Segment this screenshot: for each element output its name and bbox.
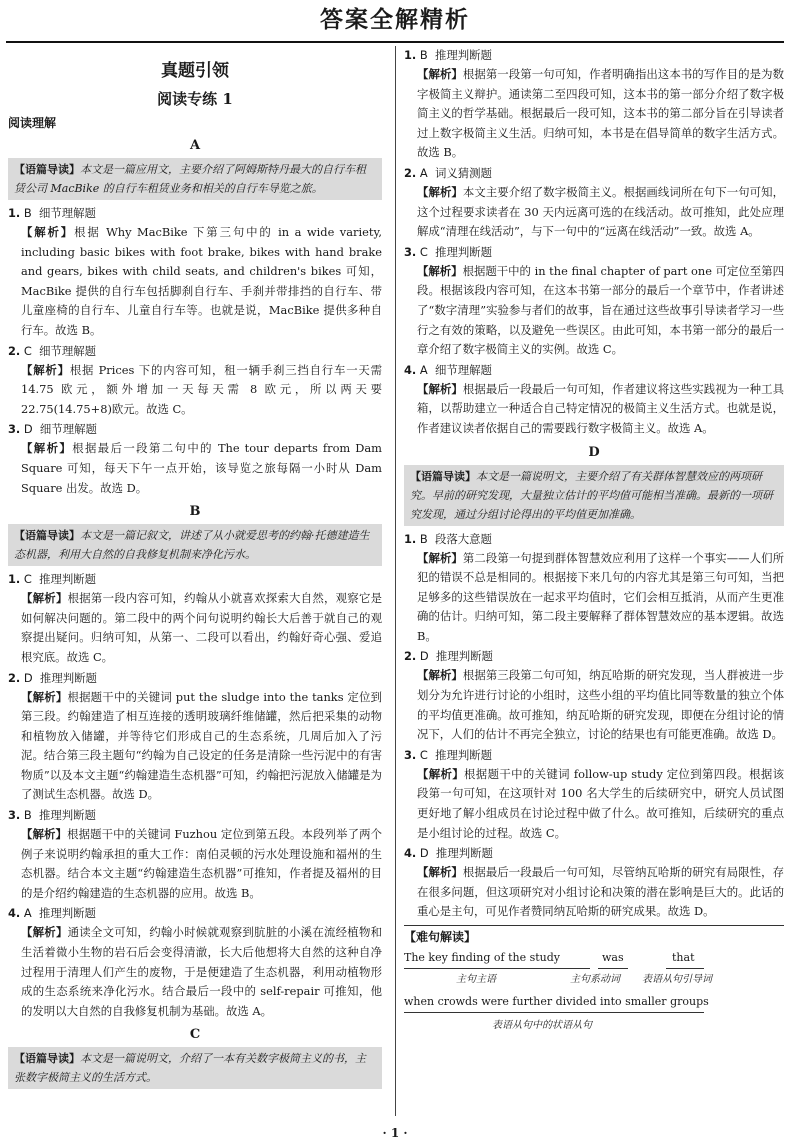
intro-text: 本文是一篇记叙文，讲述了从小就爱思考的约翰·托德建造生态机器，利用大自然的自我修复机制来净化污水。	[14, 529, 370, 562]
intro-text: 本文是一篇应用文，主要介绍了阿姆斯特丹最大的自行车租赁公司 MacBike 的自行车租赁业务和相关的自行车导览之旅。	[14, 163, 366, 195]
question-type: 推理判断题	[434, 48, 492, 62]
analysis-tag: 【解析】	[21, 362, 70, 377]
question-item	[404, 746, 784, 843]
analysis-text: 根据第一段第一句可知，作者明确指出这本书的写作目的是为数字极简主义辩护。通读第二至四段可知，这本书的第一部分介绍了数字极简主义的哲学基础。根据最后一段可知，这本书的第二部分旨在引导读者过上数字极简主义生活。归纳可知，本书是在倡导简单的数字生活方式。故选 B。	[417, 67, 784, 160]
question-type: 推理判断题	[39, 572, 97, 587]
underline-adverbial	[404, 1012, 704, 1013]
question-number: 1.	[404, 48, 417, 62]
analysis-text: 根据题干中的关键词 Fuzhou 定位到第五段。本段列举了两个例子来说明约翰承担的重大工作：南伯灵顿的污水处理设施和福州的生态机器。结合本文主题“约翰建造生态机器”可推知，作者提及福州的目的是介绍约翰建造的生态机器的应用。故选 B。	[21, 827, 382, 900]
analysis-text: 根据题干中的 in the final chapter of part one 可定位至第四段。根据该段内容可知，在这本书第一部分的最后一个章节中，作者讲述了“数字清理”实验参与者们的故事，旨在通过这些故事引导读者学习一些行之有效的策略，以及避免一些误区。由此可知，本书第一部分的最后一章介绍了数字极简主义的实例。故选 C。	[417, 263, 784, 357]
question-answer: B	[23, 206, 32, 220]
header-rule	[6, 41, 784, 43]
question-number: 4.	[404, 362, 417, 377]
analysis-tag: 【解析】	[21, 591, 68, 606]
question-answer: A	[23, 906, 32, 921]
intro-text: 本文是一篇说明文，主要介绍了有关群体智慧效应的两项研究。早前的研究发现，大量独立估计的平均值可能相当准确。最新的一项研究发现，通过分组讨论得出的平均值更加准确。	[410, 469, 773, 521]
question-type: 词义猜测题	[434, 165, 492, 180]
analysis-tag: 【解析】	[417, 550, 463, 565]
column-divider	[395, 46, 396, 1116]
analysis-tag: 【解析】	[21, 827, 68, 842]
passage-a-letter: A	[189, 138, 201, 153]
analysis-text: 根据最后一段最后一句可知，作者建议将这些实践视为一种工具箱，以帮助建立一种适合自己特定情况的极简主义生活方式。也就是说，作者建议读者依据自己的需要践行数字极简主义。故选 A。	[417, 381, 784, 435]
sentence-part-subject: The key finding of the study	[404, 951, 561, 964]
question-item	[8, 669, 382, 806]
question-type: 推理判断题	[435, 846, 493, 861]
question-item	[8, 204, 382, 341]
passage-d-letter: D	[588, 444, 600, 460]
label-adverbial-clause: 表语从句中的状语从句	[492, 1020, 592, 1031]
question-item	[8, 570, 382, 667]
question-item	[404, 361, 784, 439]
analysis-tag: 【解析】	[417, 263, 463, 278]
question-type: 细节理解题	[38, 206, 96, 220]
analysis-tag: 【解析】	[417, 668, 463, 683]
question-item	[404, 46, 784, 163]
underline-subject	[404, 968, 590, 969]
passage-c-intro	[8, 1047, 382, 1089]
hard-sentence-heading: 【难句解读】	[404, 925, 784, 946]
analysis-tag: 【解析】	[417, 67, 463, 81]
page-header-title: 答案全解精析	[320, 7, 470, 33]
sentence-part-verb: was	[602, 951, 624, 964]
question-type: 细节理解题	[434, 362, 492, 377]
analysis-tag: 【解析】	[417, 865, 463, 880]
analysis-text: 通读全文可知，约翰小时候就观察到肮脏的小溪在流经植物和生活着微小生物的岩石后会变得清澈，长大后他想将大自然的这种自净过程用于清理人们产生的废物，于是便建造了生态机器，利用动植物形成的生态系统来净化污水。结合最后一段中的 self-repair 可推知，他的发明以大自然的自我修复机制为基础。故选 A。	[21, 925, 382, 1018]
question-item	[8, 904, 382, 1021]
question-item	[8, 806, 382, 903]
section-title-sub: 阅读专练 1	[157, 90, 233, 108]
intro-label: 【语篇导读】	[14, 163, 80, 176]
passage-b-letter: B	[189, 504, 201, 520]
question-number: 2.	[404, 165, 417, 180]
sentence-diagram	[404, 946, 784, 1046]
analysis-tag: 【解析】	[417, 381, 463, 396]
question-type: 推理判断题	[435, 649, 493, 664]
analysis-tag: 【解析】	[417, 766, 465, 781]
analysis-tag: 【解析】	[417, 184, 463, 199]
question-number: 2.	[404, 649, 417, 664]
question-answer: B	[419, 48, 428, 62]
question-number: 2.	[8, 343, 21, 358]
reading-heading: 阅读理解	[8, 116, 57, 130]
question-type: 细节理解题	[39, 343, 97, 358]
intro-label: 【语篇导读】	[14, 1052, 80, 1066]
question-answer: A	[419, 165, 428, 180]
intro-label: 【语篇导读】	[14, 529, 80, 543]
passage-a-intro	[8, 158, 382, 200]
analysis-text: 根据题干中的关键词 put the sludge into the tanks 定位到第三段。约翰建造了相互连接的透明玻璃纤维储罐，然后把采集的动物和植物放入储罐，并等待它们形成自己的生态系统，几周后加入了污泥。结合第三段主题句“约翰为自己设定的任务是清除一些污泥中的有害物质”以及本文主题“约翰建造生态机器”可知，约翰把污泥放入储罐是为了测试生态机器。故选 D。	[21, 689, 382, 802]
question-type: 段落大意题	[434, 531, 492, 546]
section-title-main: 真题引领	[161, 61, 229, 81]
analysis-tag: 【解析】	[21, 225, 75, 239]
question-number: 3.	[404, 244, 417, 259]
intro-text: 本文是一篇说明文，介绍了一本有关数字极简主义的书，主张数字极简主义的生活方式。	[14, 1052, 366, 1085]
question-answer: A	[419, 362, 428, 377]
question-answer: D	[23, 422, 33, 437]
question-number: 3.	[8, 808, 21, 823]
intro-label: 【语篇导读】	[410, 469, 476, 483]
sentence-part-that: that	[672, 951, 695, 964]
question-number: 4.	[404, 846, 417, 861]
analysis-text: 第二段第一句提到群体智慧效应利用了这样一个事实——人们所犯的错误不总是相同的。根据接下来几句的内容尤其是第三句可知，当把足够多的这些错误放在一起求平均值时，它们会相互抵消，从而产生更准确的估计。归纳可知，第二段主要解释了群体智慧效应的基本逻辑。故选 B。	[417, 550, 784, 643]
question-item	[404, 243, 784, 360]
question-number: 2.	[8, 670, 21, 685]
question-answer: D	[23, 670, 33, 685]
hard-sentence-label: 难句解读	[416, 930, 465, 944]
question-number: 1.	[8, 206, 21, 220]
analysis-text: 根据 Why MacBike 下第三句中的 in a wide variety, including basic bikes with foot brake, bikes with hand brake and gears, bikes with child seats, and children's bikes 可知，MacBike 提供的自行车包括脚刹自行车、手刹并带排挡的自行车、带儿童座椅的自行车、儿童自行车等。也就是说，MacBike 提供多种自行车。故选 B。	[21, 225, 382, 337]
question-number: 3.	[8, 422, 21, 437]
question-answer: C	[419, 244, 428, 259]
analysis-text: 根据题干中的关键词 follow-up study 定位到第四段。根据该段第一句可知，在这项针对 100 名大学生的后续研究中，研究人员试图更好地了解小组成员在讨论过程中做了什么。故可推知，后续研究的重点是小组讨论的过程。故选 C。	[417, 766, 784, 840]
question-answer: B	[23, 808, 32, 823]
question-answer: D	[419, 846, 429, 861]
question-item	[8, 420, 382, 498]
question-type: 推理判断题	[435, 747, 493, 762]
label-clause-intro: 表语从句引导词	[642, 974, 712, 985]
left-column	[8, 46, 382, 1093]
passage-c-letter: C	[189, 1027, 201, 1043]
sentence-line-2: when crowds were further divided into smaller groups	[404, 995, 709, 1008]
passage-d-intro	[404, 465, 784, 526]
analysis-text: 根据第一段内容可知，约翰从小就喜欢探索大自然，观察它是如何解决问题的。第二段中的两个问句说明约翰长大后善于就自己的观察提出疑问。归纳可知，从第一、二段可以看出，约翰好奇心强、爱追根究底。故选 C。	[21, 591, 382, 664]
question-answer: C	[23, 343, 32, 358]
question-type: 细节理解题	[39, 422, 97, 437]
question-answer: D	[419, 649, 429, 664]
question-number: 1.	[8, 572, 21, 587]
label-main-subject: 主句主语	[456, 974, 496, 985]
question-type: 推理判断题	[435, 244, 493, 259]
analysis-text: 根据 Prices 下的内容可知，租一辆手刹三挡自行车一天需 14.75 欧元，额外增加一天每天需 8 欧元，所以两天要 22.75(14.75+8)欧元。故选 C。	[21, 362, 382, 416]
analysis-text: 根据第三段第二句可知，纳瓦哈斯的研究发现，当人群被进一步划分为允许进行讨论的小组时，这些小组的平均值比同等数量的独立个体的平均值更准确。故可推知，纳瓦哈斯的研究发现，即便在分组讨论的情况下，人们的估计不再完全独立，讨论的结果也有可能更准确。故选 D。	[417, 668, 784, 742]
question-item	[404, 164, 784, 242]
question-number: 1.	[404, 531, 417, 546]
question-number: 3.	[404, 747, 417, 762]
question-type: 推理判断题	[39, 670, 97, 685]
analysis-tag: 【解析】	[21, 441, 73, 456]
page-number: · 1 ·	[382, 1126, 408, 1140]
label-main-verb: 主句系动词	[570, 974, 620, 985]
analysis-tag: 【解析】	[21, 689, 68, 704]
question-number: 4.	[8, 906, 21, 921]
analysis-text: 根据最后一段第二句中的 The tour departs from Dam Square 可知，每天下午一点开始，该导览之旅每隔一小时从 Dam Square 出发。故选 D。	[21, 441, 382, 495]
question-item	[404, 844, 784, 922]
question-item	[8, 342, 382, 420]
question-answer: C	[419, 747, 428, 762]
analysis-text: 根据最后一段最后一句可知，尽管纳瓦哈斯的研究有局限性，存在很多问题，但这项研究对小组讨论和决策的潜在影响是巨大的。此话的重心是主句，可见作者赞同纳瓦哈斯的研究成果。故选 D。	[417, 865, 784, 919]
question-type: 推理判断题	[38, 808, 96, 823]
question-answer: B	[419, 531, 428, 546]
passage-b-intro	[8, 524, 382, 566]
question-type: 推理判断题	[38, 906, 96, 921]
analysis-text: 本文主要介绍了数字极简主义。根据画线词所在句下一句可知，这个过程要求读者在 30 天内远离可选的在线活动。故可推知，此处应理解成“清理在线活动”，与下一句中的“远离在线活动”一致。故选 A。	[417, 184, 784, 239]
underline-that	[666, 968, 704, 969]
underline-verb	[598, 968, 628, 969]
analysis-tag: 【解析】	[21, 925, 68, 940]
question-item	[404, 530, 784, 647]
right-column	[404, 46, 784, 1046]
question-item	[404, 647, 784, 744]
question-answer: C	[23, 572, 32, 587]
